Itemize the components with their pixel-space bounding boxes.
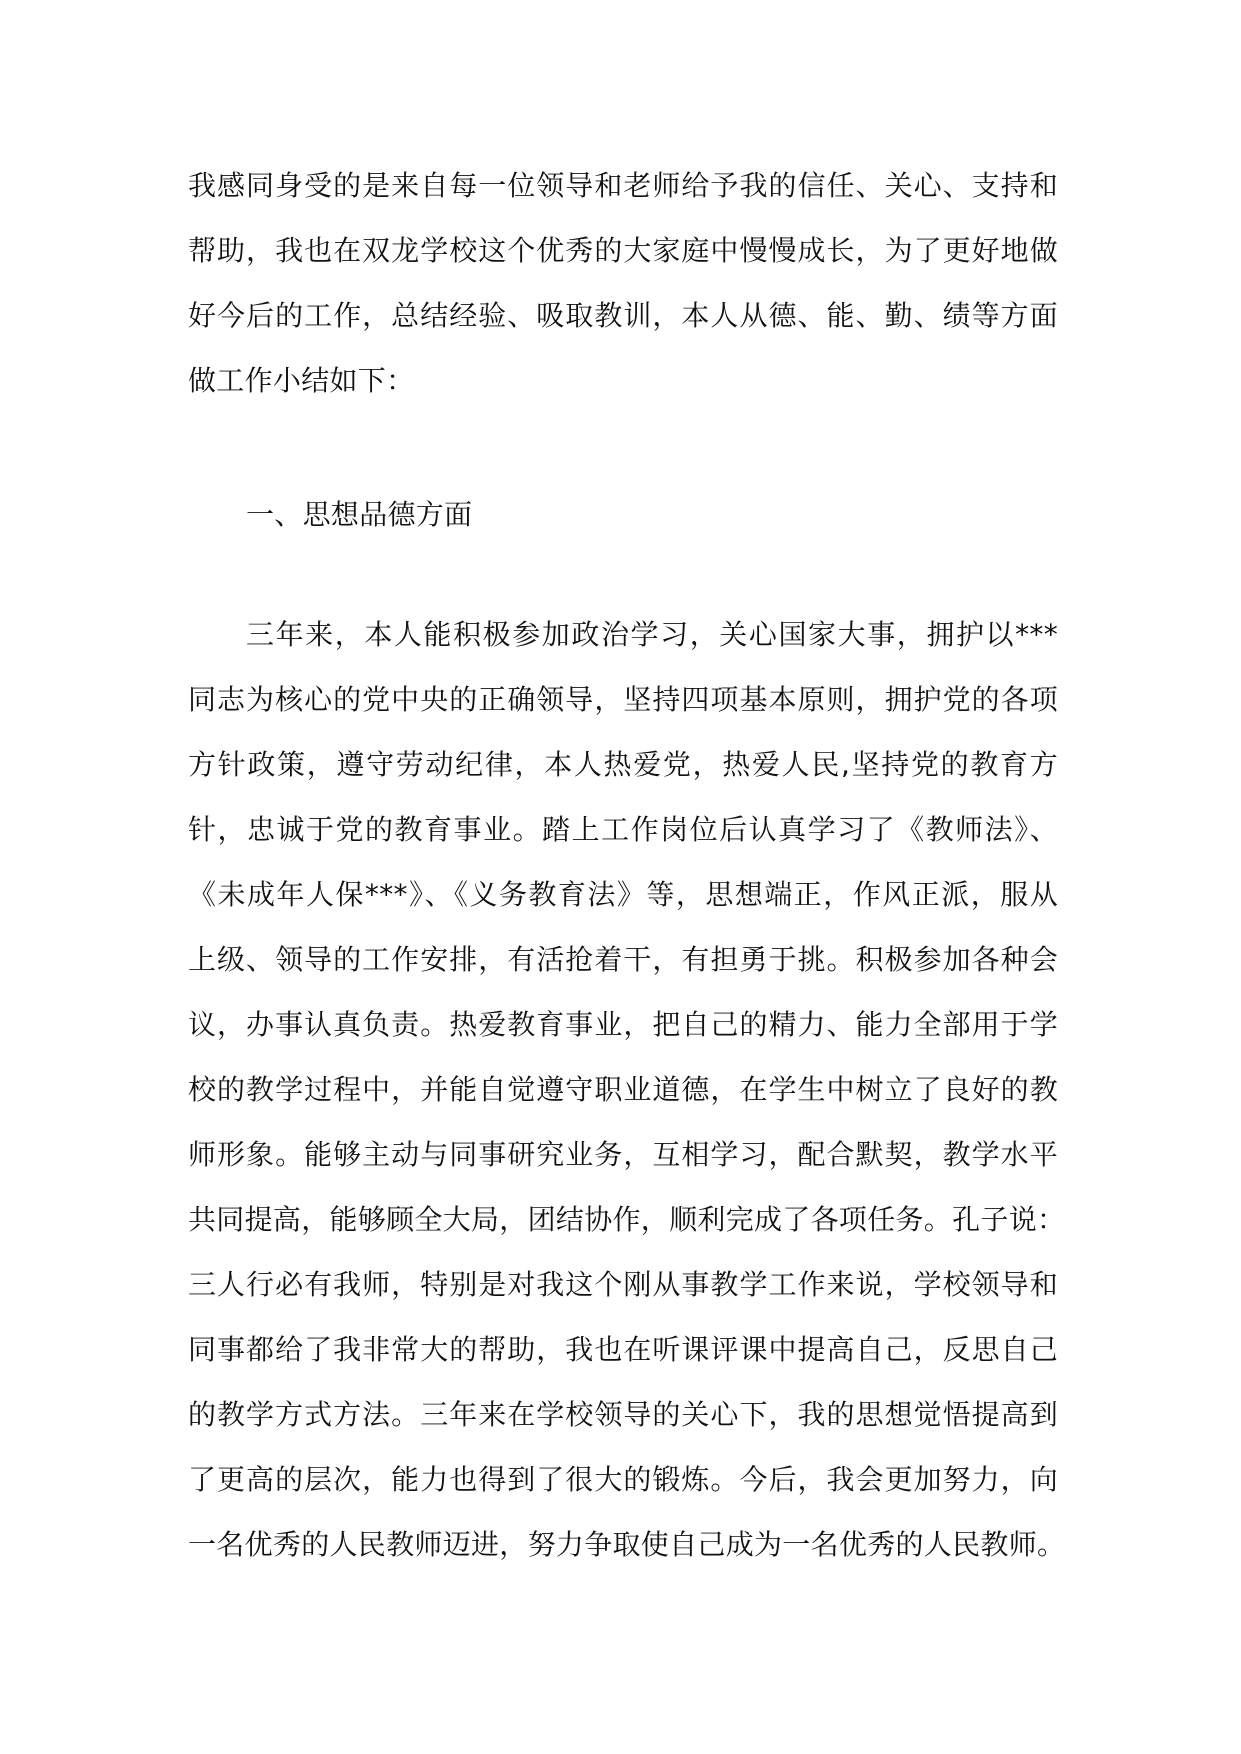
paragraph-line: 上级、领导的工作安排，有活抢着干，有担勇于挑。积极参加各种会 <box>188 943 1058 976</box>
section-heading <box>188 482 1058 547</box>
paragraph-line: 方针政策，遵守劳动纪律，本人热爱党，热爱人民,坚持党的教育方 <box>188 748 1058 781</box>
paragraph-line: 一名优秀的人民教师迈进，努力争取使自己成为一名优秀的人民教师。 <box>188 1528 1066 1561</box>
paragraph-line: 帮助，我也在双龙学校这个优秀的大家庭中慢慢成长，为了更好地做 <box>188 234 1058 267</box>
paragraph-line: 议，办事认真负责。热爱教育事业，把自己的精力、能力全部用于学 <box>188 1008 1058 1041</box>
paragraph-line: 师形象。能够主动与同事研究业务，互相学习，配合默契，教学水平 <box>188 1138 1058 1171</box>
paragraph-line: 同事都给了我非常大的帮助，我也在听课评课中提高自己，反思自己 <box>188 1333 1058 1366</box>
paragraph-line: 三年来，本人能积极参加政治学习，关心国家大事，拥护以*** <box>246 618 1058 651</box>
paragraph-line: 三人行必有我师，特别是对我这个刚从事教学工作来说，学校领导和 <box>188 1268 1058 1301</box>
paragraph-line: 《未成年人保***》、《义务教育法》等，思想端正，作风正派，服从 <box>188 878 1058 911</box>
paragraph-line: 我感同身受的是来自每一位领导和老师给予我的信任、关心、支持和 <box>188 169 1058 202</box>
paragraph-line: 针，忠诚于党的教育事业。踏上工作岗位后认真学习了《教师法》、 <box>188 813 1058 846</box>
paragraph-line: 了更高的层次，能力也得到了很大的锻炼。今后，我会更加努力，向 <box>188 1463 1058 1496</box>
section-heading-text: 一、思想品德方面 <box>246 498 473 531</box>
section-paragraph <box>188 602 1066 1577</box>
intro-paragraph <box>188 153 1058 413</box>
paragraph-line: 好今后的工作，总结经验、吸取教训，本人从德、能、勤、绩等方面 <box>188 299 1058 332</box>
paragraph-line: 同志为核心的党中央的正确领导，坚持四项基本原则，拥护党的各项 <box>188 683 1058 716</box>
paragraph-line: 做工作小结如下： <box>188 364 415 397</box>
paragraph-line: 校的教学过程中，并能自觉遵守职业道德，在学生中树立了良好的教 <box>188 1073 1058 1106</box>
paragraph-line: 的教学方式方法。三年来在学校领导的关心下，我的思想觉悟提高到 <box>188 1398 1058 1431</box>
paragraph-line: 共同提高，能够顾全大局，团结协作，顺利完成了各项任务。孔子说： <box>188 1203 1066 1236</box>
